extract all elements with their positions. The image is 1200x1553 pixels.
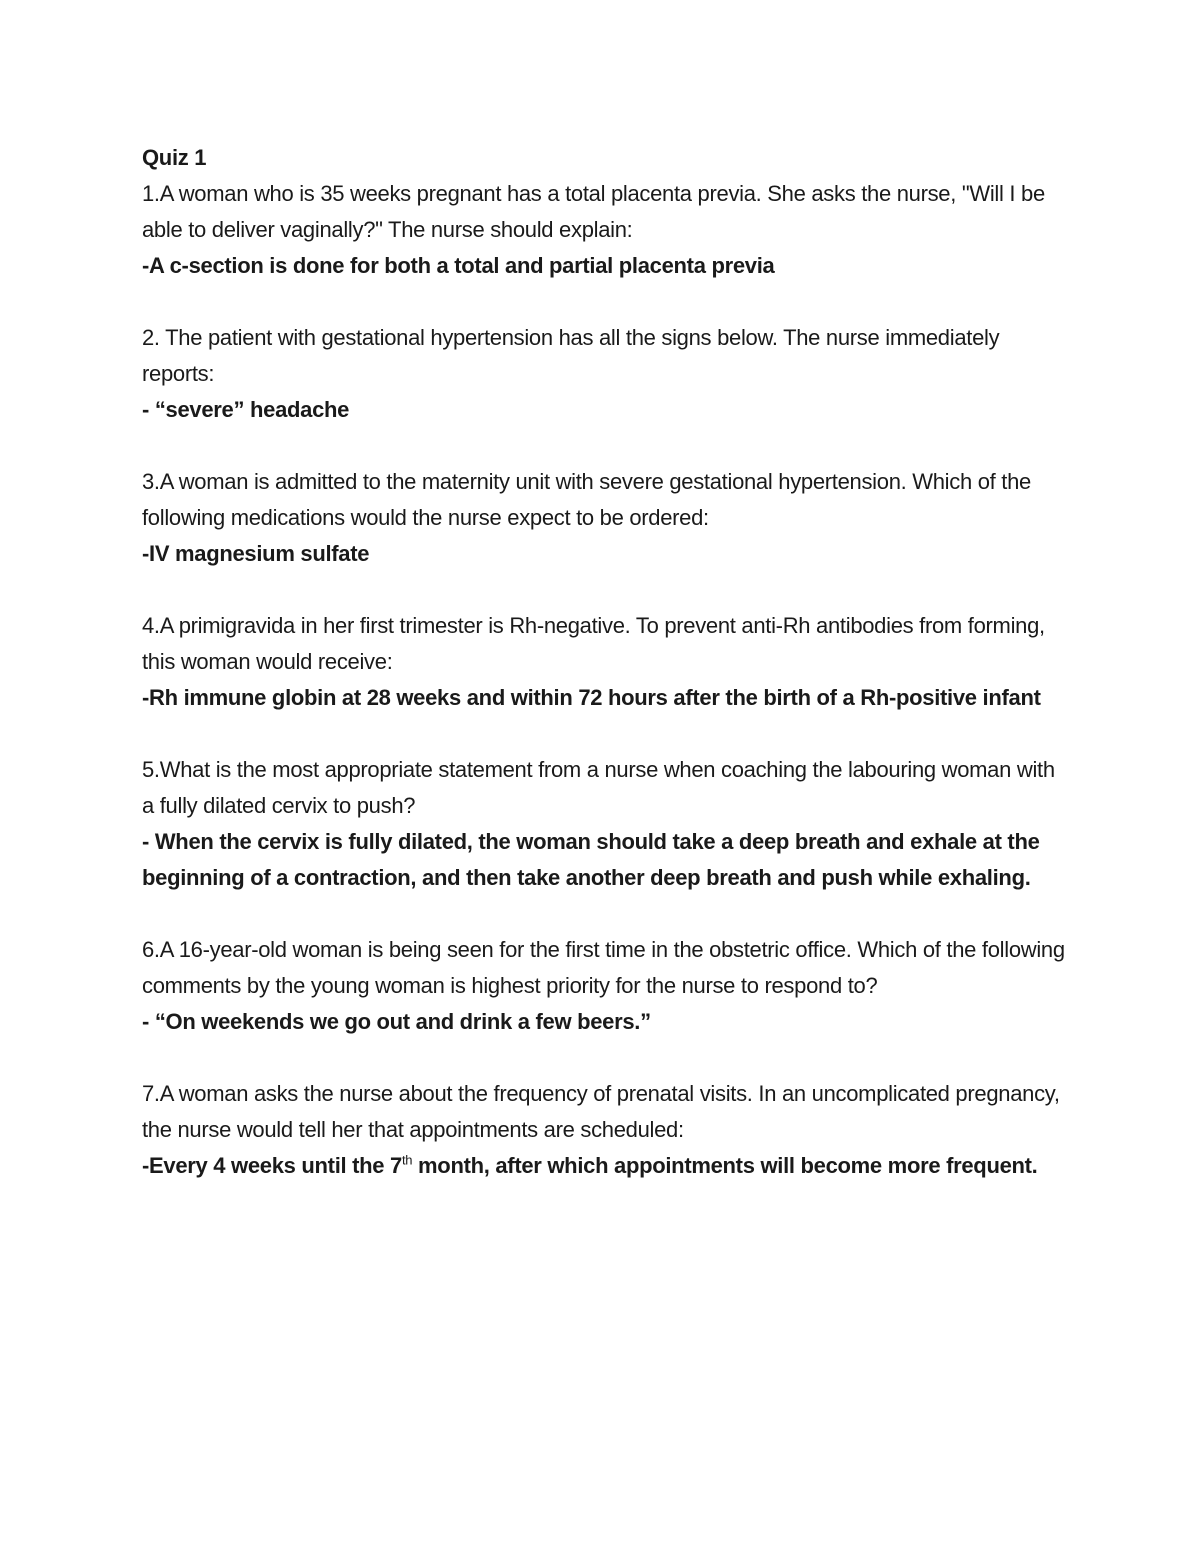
answer-text: -Rh immune globin at 28 weeks and within 72 hours after the birth of a Rh-positive infant <box>142 685 1041 710</box>
question-item-1 <box>142 176 1072 284</box>
answer-prefix: -Every 4 weeks until the 7 <box>142 1153 402 1178</box>
question-item-4 <box>142 608 1072 716</box>
question-item-6 <box>142 932 1072 1040</box>
quiz-title: Quiz 1 <box>142 145 207 170</box>
question-item-5 <box>142 752 1072 896</box>
question-text: 4.A primigravida in her first trimester is Rh-negative. To prevent anti-Rh antibodies from forming, this woman would receive: <box>142 613 1045 674</box>
question-item-7 <box>142 1076 1072 1184</box>
question-text: 1.A woman who is 35 weeks pregnant has a total placenta previa. She asks the nurse, "Will I be able to deliver vaginally?" The nurse should explain: <box>142 181 1045 242</box>
question-text: 2. The patient with gestational hypertension has all the signs below. The nurse immediately reports: <box>142 325 1000 386</box>
answer-text: -A c-section is done for both a total and partial placenta previa <box>142 253 775 278</box>
question-item-3 <box>142 464 1072 572</box>
question-text: 3.A woman is admitted to the maternity unit with severe gestational hypertension. Which of the following medications would the nurse expect to be ordered: <box>142 469 1031 530</box>
answer-text <box>142 1148 1072 1184</box>
question-item-2 <box>142 320 1072 428</box>
answer-text: -IV magnesium sulfate <box>142 541 370 566</box>
document-body <box>142 140 1072 1220</box>
answer-text: - “On weekends we go out and drink a few beers.” <box>142 1009 651 1034</box>
question-text: 6.A 16-year-old woman is being seen for the first time in the obstetric office. Which of the following comments by the young woman is highest priority for the nurse to respond to? <box>142 937 1065 998</box>
answer-suffix: month, after which appointments will become more frequent. <box>412 1153 1038 1178</box>
answer-text: - When the cervix is fully dilated, the woman should take a deep breath and exhale at the beginning of a contraction, and then take another deep breath and push while exhaling. <box>142 829 1040 890</box>
question-text: 7.A woman asks the nurse about the frequency of prenatal visits. In an uncomplicated pregnancy, the nurse would tell her that appointments are scheduled: <box>142 1081 1060 1142</box>
ordinal-superscript: th <box>401 1152 413 1168</box>
answer-text: - “severe” headache <box>142 397 350 422</box>
question-text: 5.What is the most appropriate statement from a nurse when coaching the labouring woman with a fully dilated cervix to push? <box>142 757 1055 818</box>
